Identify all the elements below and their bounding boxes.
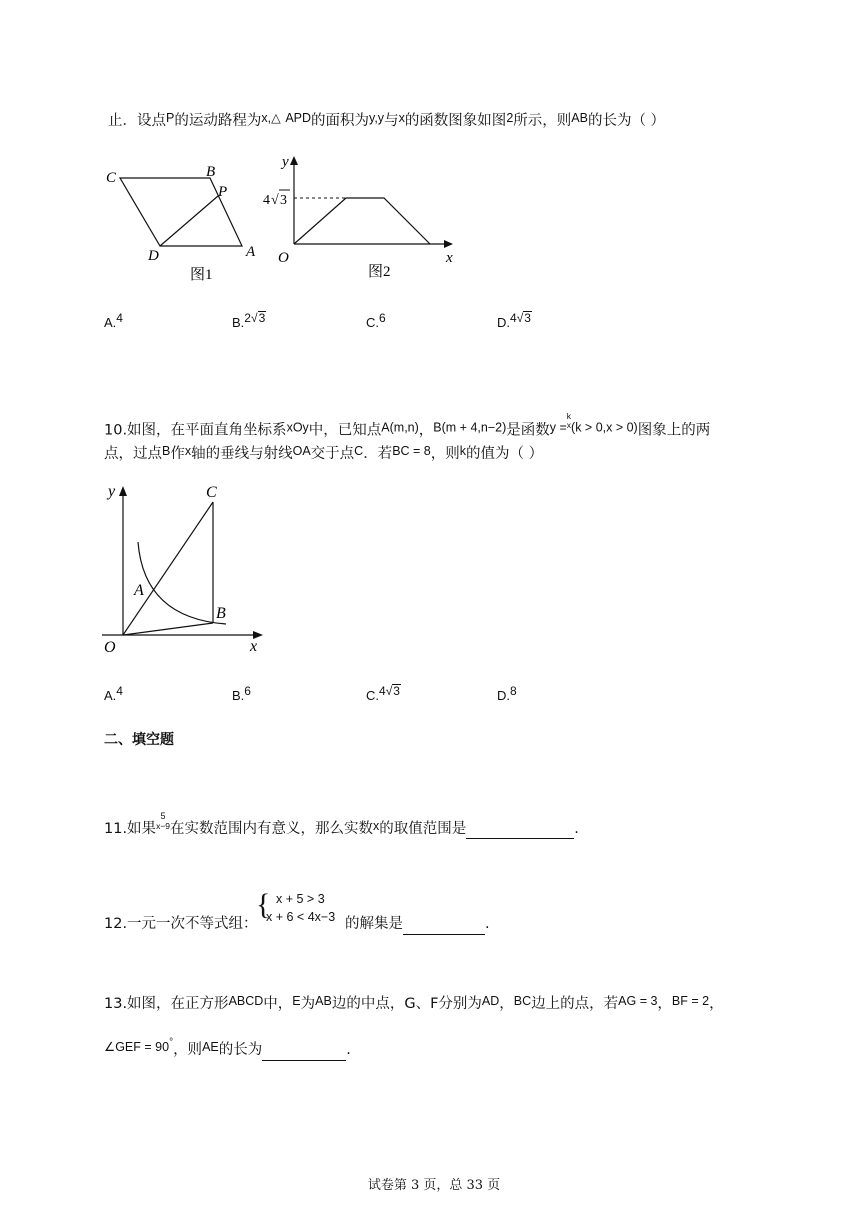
fraction-denominator: x — [566, 420, 572, 431]
q10-text-f: 点，过点 — [104, 446, 162, 462]
segment-ob — [123, 623, 213, 635]
q9-option-a[interactable] — [104, 311, 123, 330]
axis-label-y: y — [282, 154, 289, 170]
q9-var-x: x, — [261, 111, 272, 125]
q11-period: . — [574, 820, 579, 837]
q13-period: . — [346, 1042, 351, 1058]
q9-var-ab: AB — [571, 111, 588, 125]
q13-condition-ag: AG = 3 — [618, 994, 658, 1008]
option-value: 2 — [244, 311, 251, 325]
q13-text-f: 边上的点，若 — [531, 996, 619, 1012]
origin-label: O — [104, 639, 116, 656]
q9-option-b[interactable]: B.$^{2√3}$ — [232, 311, 266, 330]
q12-inequality-1: x + 5 > 3 — [276, 892, 325, 906]
q12-text-end — [345, 917, 490, 935]
option-value: 4 — [510, 311, 517, 325]
q10-option-a[interactable] — [104, 684, 123, 703]
q13-condition-bf: BF = 2 — [671, 994, 710, 1008]
option-value: 4 — [116, 684, 123, 698]
q10-point-a: A(m,n) — [381, 420, 419, 435]
q9-text-d: 与 — [384, 113, 399, 129]
ray-oa — [123, 502, 213, 635]
q11-suffix: 的取值范围是 — [379, 820, 467, 837]
option-label: B. — [232, 315, 245, 330]
q12-brace: { — [256, 888, 271, 921]
option-value: 6 — [244, 684, 251, 698]
option-label: D. — [497, 315, 510, 330]
q13-text-b: 中， — [263, 996, 293, 1012]
q10-text-l: 的值为（ ） — [466, 446, 544, 462]
q13-line-2 — [104, 1038, 351, 1061]
q10-text-a: 10.如图，在平面直角坐标系 — [104, 422, 287, 439]
q13-var-e: E — [292, 994, 301, 1008]
fraction-denominator: x−9 — [156, 820, 171, 831]
q13-var-abcd: ABCD — [228, 994, 264, 1008]
q11-answer-blank[interactable] — [466, 824, 574, 840]
q12-text — [104, 917, 258, 932]
q13-text-c: 为 — [300, 996, 316, 1012]
y-axis-arrow — [290, 156, 298, 165]
q13-degree: ° — [169, 1037, 174, 1048]
q12-answer-blank[interactable] — [403, 919, 485, 935]
q9-text-g: 的长为（ ） — [587, 113, 666, 129]
option-label: C. — [366, 315, 379, 330]
q10-option-c[interactable]: C.$^{4√3}$ — [366, 684, 400, 703]
q10-text-k: ，则 — [430, 446, 460, 462]
q9-var-x2: x — [398, 111, 405, 125]
q13-text-d: 边的中点，G、F分别为 — [331, 996, 482, 1012]
value-label-4: 4 — [263, 193, 270, 208]
section-heading-fill-in: 二、填空题 — [104, 732, 174, 748]
q13-line-1 — [104, 995, 724, 1012]
q13-angle: ∠GEF = 90 — [104, 1040, 170, 1054]
q9-text-e: 的函数图象如图 — [404, 113, 507, 129]
label-a: A — [246, 244, 256, 260]
y-axis-arrow — [119, 486, 127, 496]
option-label: B. — [232, 688, 245, 703]
q10-line-1 — [104, 412, 710, 438]
origin-label: O — [278, 250, 289, 266]
q10-text-j: ．若 — [363, 446, 393, 462]
option-root: 3 — [393, 684, 400, 698]
q10-option-d[interactable] — [497, 684, 517, 703]
q10-func-condition: (k > 0,x > 0) — [571, 420, 638, 435]
q10-text-d: 是函数 — [506, 422, 550, 439]
option-label: A. — [104, 315, 117, 330]
q12-suffix: 的解集是 — [345, 916, 403, 932]
q10-var-x: x — [184, 444, 192, 458]
q10-var-k: k — [459, 444, 466, 458]
q13-answer-blank[interactable] — [262, 1045, 346, 1061]
q10-text-e: 图象上的两 — [637, 422, 711, 439]
q13-text-i: ，则 — [173, 1042, 203, 1058]
option-value: 6 — [379, 311, 386, 325]
q10-text-h: 轴的垂线与射线 — [191, 446, 293, 462]
q9-option-d[interactable]: D.$^{4√3}$ — [497, 311, 531, 330]
q9-triangle-symbol: △ — [271, 111, 281, 125]
q9-var-p: P — [166, 111, 175, 125]
option-value: 4 — [116, 311, 123, 325]
q11-fraction — [156, 812, 170, 831]
q10-text-c: ， — [418, 422, 434, 439]
option-label: C. — [366, 688, 379, 703]
q10-var-b: B — [162, 444, 171, 458]
segment-dp — [160, 196, 218, 246]
q13-text-j: 的长为 — [218, 1042, 263, 1058]
q10-condition-bc: BC = 8 — [392, 444, 431, 458]
q11-text — [104, 812, 579, 839]
option-value: 4 — [379, 684, 386, 698]
fraction-numerator: k — [566, 411, 572, 421]
label-p: P — [218, 184, 228, 200]
axis-label-y: y — [108, 483, 116, 500]
q10-text-b: 中，已知点 — [308, 422, 382, 439]
q9-option-c[interactable] — [366, 311, 386, 330]
x-axis-arrow — [444, 240, 453, 248]
q10-text-g: 作 — [170, 446, 185, 462]
page-footer: 试卷第 3 页，总 33 页 — [367, 1178, 501, 1193]
q13-var-bc: BC — [513, 994, 532, 1008]
q10-text-i: 交于点 — [310, 446, 355, 462]
option-root: 3 — [258, 311, 266, 325]
option-label: A. — [104, 688, 117, 703]
q10-var-oa: OA — [292, 444, 311, 458]
q13-text-e: ， — [499, 996, 514, 1012]
q13-text-g: ， — [657, 996, 672, 1012]
q9-num-2: 2 — [506, 111, 514, 125]
q10-figure — [96, 478, 276, 658]
option-root: 3 — [524, 311, 531, 325]
label-c: C — [206, 484, 217, 501]
q9-var-apd: APD — [285, 111, 312, 125]
label-a: A — [134, 582, 144, 599]
q9-text-b: 的运动路程为 — [174, 113, 262, 129]
q9-text-a: 止．设点 — [108, 113, 166, 129]
q10-func-lhs: y = — [549, 420, 567, 435]
q13-var-ab: AB — [315, 994, 332, 1008]
label-b: B — [206, 164, 216, 180]
q12-prefix: 12.一元一次不等式组： — [104, 916, 258, 932]
figure-2-caption: 图2 — [368, 264, 391, 280]
q9-text — [108, 112, 665, 129]
q9-text-c: 的面积为 — [311, 113, 370, 129]
option-label: D. — [497, 688, 510, 703]
label-c: C — [106, 170, 117, 186]
q13-var-ad: AD — [481, 994, 500, 1008]
q10-line-2 — [104, 445, 543, 462]
q13-text-h: ， — [709, 996, 724, 1012]
q12-period: . — [485, 916, 490, 932]
q11-var-x: x — [373, 818, 380, 833]
q10-point-b: B(m + 4,n−2) — [433, 420, 507, 435]
q13-var-ae: AE — [202, 1040, 219, 1054]
axis-label-x: x — [250, 638, 258, 655]
sqrt-symbol: √ — [271, 193, 279, 208]
q11-prefix: 11.如果 — [104, 820, 157, 837]
area-function-graph — [294, 198, 430, 244]
fraction-numerator: 5 — [160, 811, 166, 821]
q11-mid: 在实数范围内有意义，那么实数 — [170, 820, 374, 837]
q9-figure-2 — [258, 152, 468, 287]
q10-option-b[interactable] — [232, 684, 251, 703]
figure-1-caption: 图1 — [190, 267, 213, 283]
label-b: B — [216, 605, 226, 622]
label-d: D — [148, 248, 159, 264]
q9-var-yy: y,y — [369, 111, 385, 125]
q12-inequality-2: x + 6 < 4x−3 — [266, 910, 336, 924]
q9-text-f: 所示，则 — [513, 113, 572, 129]
value-label-root: 3 — [280, 193, 287, 208]
q10-var-c: C — [354, 444, 364, 458]
axis-label-x: x — [446, 250, 453, 266]
q13-text-a: 13.如图，在正方形 — [104, 996, 229, 1012]
q10-var-xoy: xOy — [286, 420, 309, 435]
option-value: 8 — [510, 684, 517, 698]
q9-figure-1 — [100, 158, 270, 288]
